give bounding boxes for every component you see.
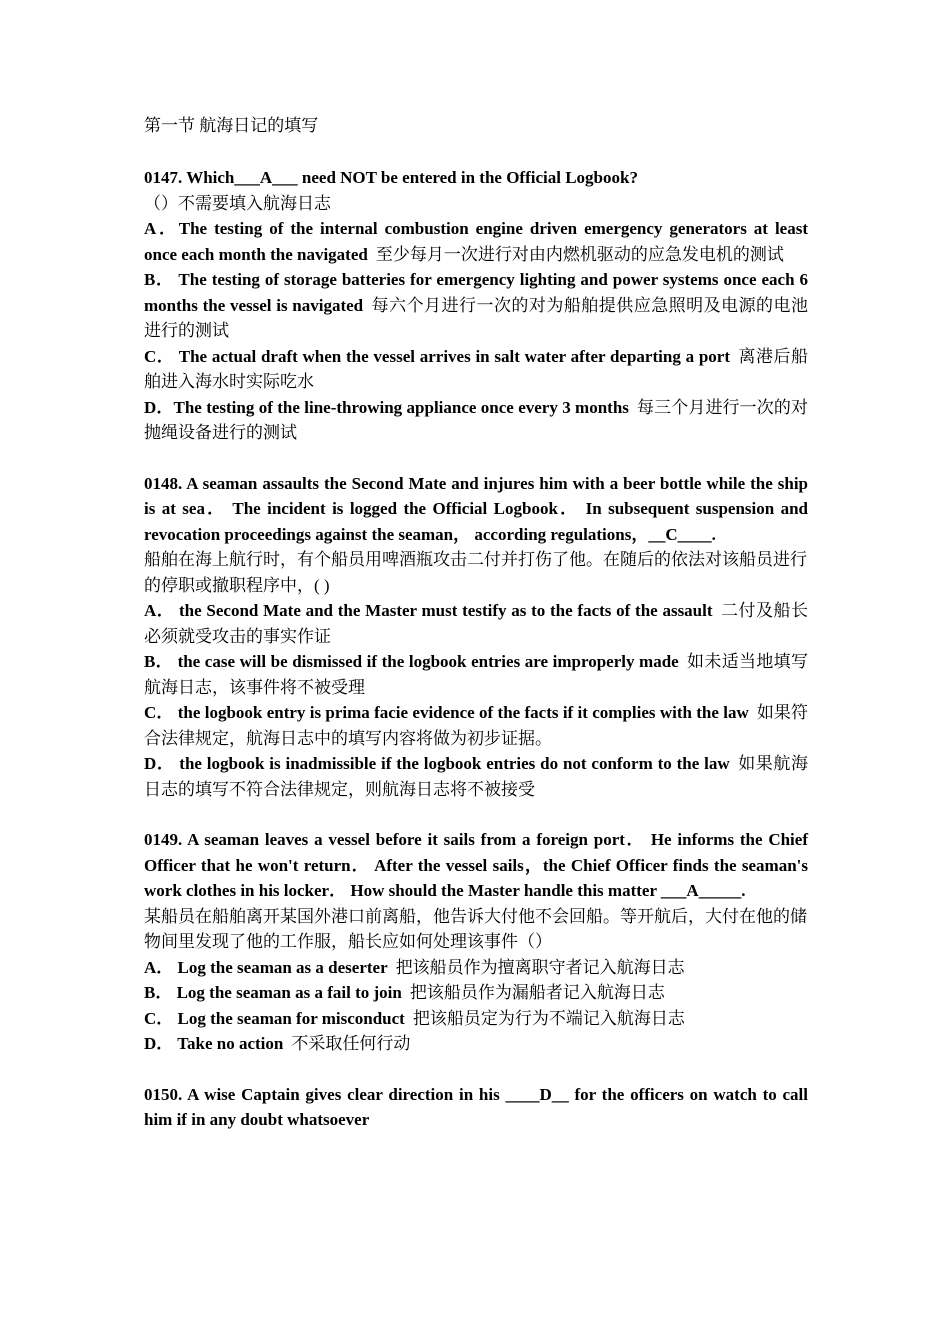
option-text-en: C． The actual draft when the vessel arrives in salt water after departing a port [144, 346, 730, 366]
option-text-zh: 把该船员作为漏船者记入航海日志 [409, 983, 665, 1002]
option-text-zh: 如未适当地填写航海日志，该事件将不被受理 [144, 652, 809, 697]
question-stem-en: 0150. A wise Captain gives clear direction in his ____D__ for the officers on watch to call him if in any doubt whatsoever [144, 1084, 808, 1129]
option-b [144, 649, 808, 700]
option-text-zh: 如果符合法律规定，航海日志中的填写内容将做为初步证据。 [144, 703, 808, 748]
question-0148 [144, 471, 808, 803]
question-stem-en: 0148. A seaman assaults the Second Mate and injures him with a beer bottle while the ship is at sea． The incident is logged the Official Logbook． In subsequent suspension and revocation proceedings against the seaman， according regulations，__C____. [144, 473, 808, 544]
option-text-en: D． Take no action [144, 1034, 284, 1053]
option-text-zh: 把该船员作为擅离职守者记入航海日志 [395, 957, 685, 977]
option-a [144, 955, 808, 981]
question-stem-zh: （）不需要填入航海日志 [144, 193, 331, 213]
option-text-en: D． the logbook is inadmissible if the logbook entries do not conform to the law [144, 754, 730, 773]
option-text-en: B． The testing of storage batteries for emergency lighting and power systems once each 6 months the vessel is navigated [144, 270, 808, 315]
option-a [144, 216, 808, 267]
option-text-en: C． the logbook entry is prima facie evidence of the facts if it complies with the law [144, 703, 749, 722]
option-text-zh: 离港后船舶进入海水时实际吃水 [144, 346, 808, 391]
option-c [144, 700, 808, 751]
option-text-en: A． Log the seaman as a deserter [144, 957, 388, 977]
option-c [144, 1006, 808, 1032]
question-0149 [144, 827, 808, 1057]
option-b [144, 267, 808, 344]
document-page [144, 113, 808, 1158]
option-text-en: C． Log the seaman for misconduct [144, 1008, 405, 1028]
option-text-zh: 把该船员定为行为不端记入航海日志 [412, 1008, 685, 1028]
option-d [144, 1031, 808, 1057]
option-text-zh: 每六个月进行一次的对为船舶提供应急照明及电源的电池进行的测试 [144, 295, 809, 340]
option-text-zh: 如果航海日志的填写不符合法律规定，则航海日志将不被接受 [144, 754, 808, 799]
question-0150 [144, 1082, 808, 1133]
option-text-en: A．The testing of the internal combustion engine driven emergency generators at least once each month the navigated [144, 219, 808, 264]
option-d [144, 751, 808, 802]
question-stem-en: 0147. Which___A___ need NOT be entered in the Official Logbook? [144, 168, 638, 187]
option-c [144, 344, 808, 395]
option-text-en: D．The testing of the line-throwing appliance once every 3 months [144, 397, 629, 417]
option-text-zh: 不采取任何行动 [291, 1034, 411, 1053]
option-text-zh: 每三个月进行一次的对抛绳设备进行的测试 [144, 397, 808, 442]
option-text-en: B． Log the seaman as a fail to join [144, 983, 402, 1002]
option-text-zh: 二付及船长必须就受攻击的事实作证 [144, 601, 808, 646]
option-text-zh: 至少每月一次进行对由内燃机驱动的应急发电机的测试 [375, 244, 784, 264]
question-stem-zh: 某船员在船舶离开某国外港口前离船，他告诉大付他不会回船。等开航后，大付在他的储物间里发现了他的工作服，船长应如何处理该事件（） [144, 906, 807, 951]
option-text-en: A． the Second Mate and the Master must testify as to the facts of the assault [144, 601, 713, 620]
option-a [144, 598, 808, 649]
option-d [144, 395, 808, 446]
option-text-en: B． the case will be dismissed if the logbook entries are improperly made [144, 652, 679, 671]
question-stem-en: 0149. A seaman leaves a vessel before it sails from a foreign port． He informs the Chief Officer that he won't return． After the vessel sails，the Chief Officer finds the seaman's work clothes in his locker． How should the Master handle this matter ___A_____. [144, 830, 808, 900]
question-stem-zh: 船舶在海上航行时，有个船员用啤酒瓶攻击二付并打伤了他。在随后的依法对该船员进行的停职或撤职程序中，( ) [144, 550, 807, 595]
question-0147 [144, 165, 808, 446]
option-b [144, 980, 808, 1006]
section-title: 第一节 航海日记的填写 [144, 116, 319, 135]
